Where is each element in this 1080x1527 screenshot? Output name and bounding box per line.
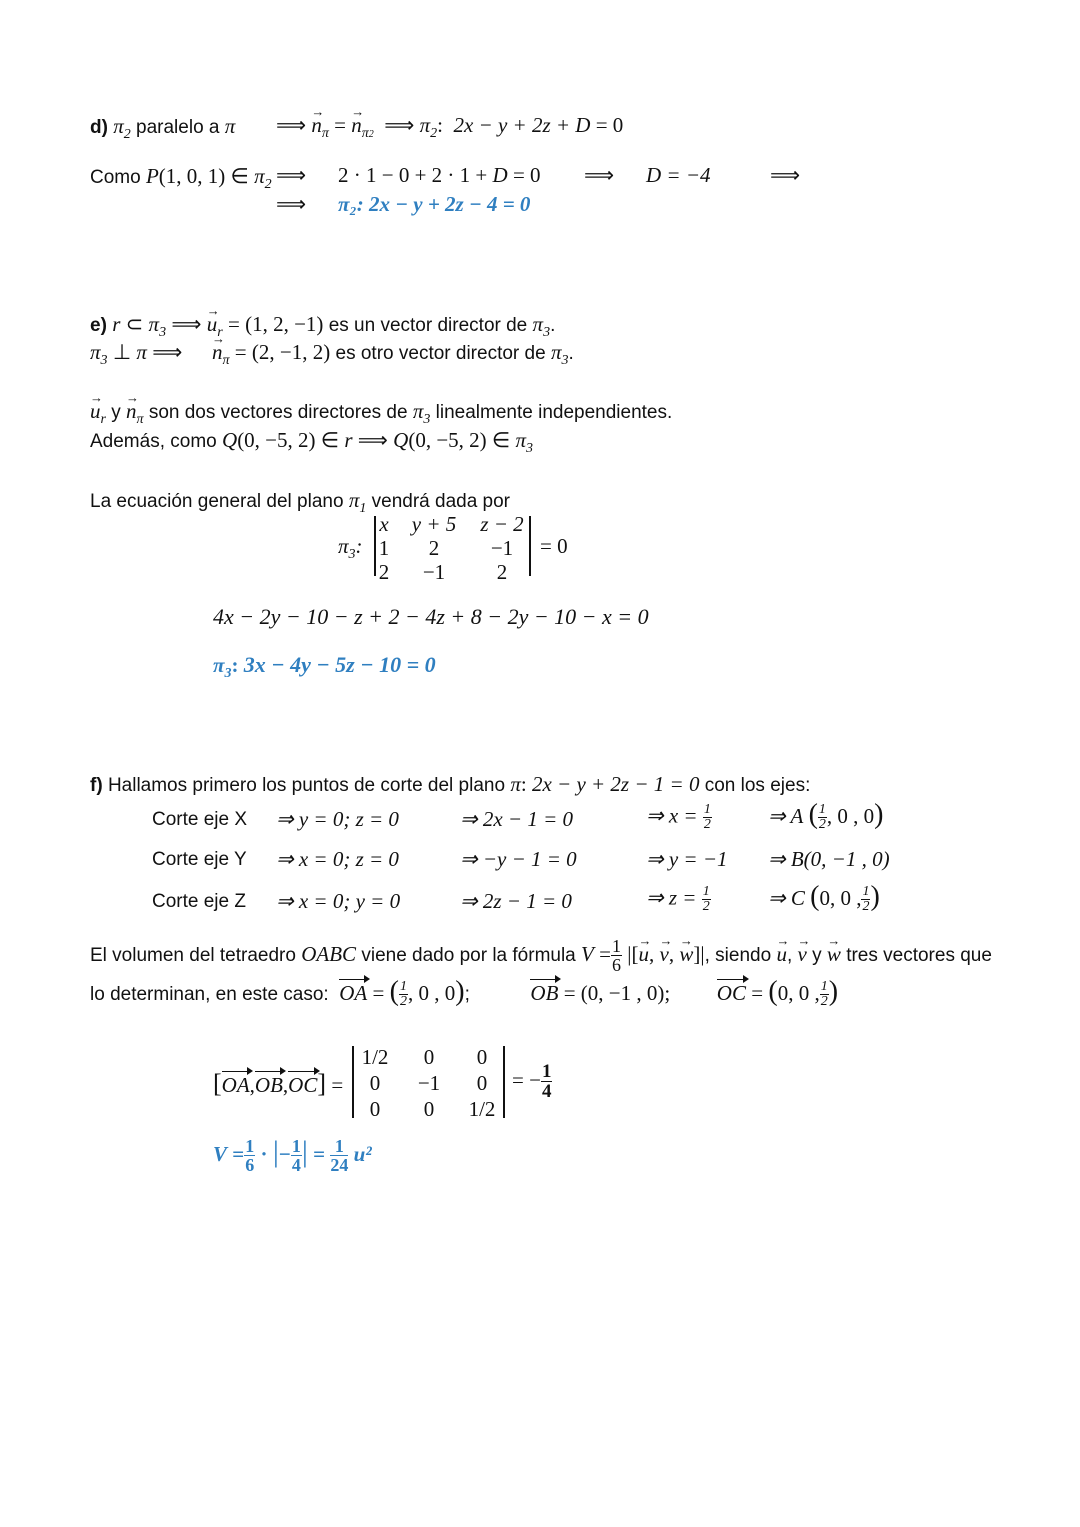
matrix-cell: 1/2 [468,1097,496,1121]
volume-unit: u² [353,1142,372,1166]
axis-x-label: Corte eje X [152,809,248,830]
determine-text: lo determinan, en este caso: [90,984,329,1005]
part-e-line-2-b: → $n_\pi = (2$, −1, 2) es otro vector director de $\pi_3$. [212,340,574,373]
axis-x-eq: ⇒ 2x − 1 = 0 [460,807,574,831]
part-e-result-line: $\pi_3$: 3x − 4y − 5z − 10 = 0 [213,652,436,681]
matrix-cell: z − 2 [480,512,524,536]
part-e-line-1: e) r ⊂ $\pi_3$ ⟹ → $u_r = (1$, 2, −1) es un vector director de $\pi_3$. [90,312,555,345]
axis-y-label: Corte eje Y [152,849,247,870]
matrix-cell: 0 [369,1097,381,1121]
part-e-line-5: La ecuación general del plano $\pi_1$ vendrá dada por [90,488,511,516]
part-d-line-2: Como P(1, 0, 1) ∈ $\pi_2$ [90,164,272,192]
axis-y-sol: ⇒ y = −1 [646,847,728,871]
matrix-cell: 1 [378,536,390,560]
part-d-D-value: D = −4 [646,163,711,187]
implies-arrow: ⟹ [276,192,307,216]
matrix-cell: −1 [490,536,514,560]
part-e-line-3: → $u_r$ $y \to n_\pi$ son dos vectores directores de $\pi_3$ linealmente independientes. [90,399,672,432]
matrix-cell: 2 [428,536,440,560]
volume-mid: viene dado por la fórmula [361,945,576,966]
matrix-cell: −1 [417,1071,441,1095]
part-e-expansion: 4x − 2y − 10 − z + 2 − 4z + 8 − 2y − 10 − x = 0 [213,604,649,629]
part-e-line-2: $\pi_3$ ⊥ π ⟹ [90,340,183,368]
matrix-cell: 0 [423,1045,435,1069]
part-d-result: π₂: 2x − y + 2z − 4 = 0 [338,192,531,216]
part-f-plane-eq: 2x − y + 2z − 1 = 0 [531,772,700,796]
part-d-line1-text: paralelo a [136,117,220,138]
axis-y-cond: ⇒ x = 0; z = 0 [276,847,399,871]
matrix-cell: 0 [476,1045,488,1069]
part-e-line5-text: La ecuación general del plano [90,491,344,512]
part-f-intro-tail: con los ejes: [704,775,811,796]
axis-z-point-text: ⇒ C [768,886,805,910]
axis-x-point: ⇒ A ( $\frac{1}{2}$ , 0 , 0) [768,799,884,833]
axis-x-cond: ⇒ y = 0; z = 0 [276,807,399,831]
part-f-triple-product: [OA,OB,OC] = [213,1069,344,1098]
matrix-cell: 0 [423,1097,435,1121]
matrix-cell: 1/2 [361,1045,389,1069]
part-d-normal-equality: ⟹ → $n_\pi$ = → $n_{\pi 2}$ ⟹ $\pi_2$: 2x − y + 2z + D = 0 [276,113,623,147]
axis-z-label: Corte eje Z [152,891,246,912]
part-e-line3-tail: son dos vectores directores de [148,402,408,423]
part-e-det-label: $\pi_3$: [338,534,363,562]
matrix-cell: 2 [378,560,390,584]
axis-z-point: ⇒ C (0, 0 , $\frac{1}{2}$ ) [768,881,880,915]
part-e-result: 3x − 4y − 5z − 10 = 0 [243,652,436,677]
axis-x-point-text: ⇒ A [768,804,804,828]
part-d-label: d) [90,117,108,138]
axis-y-point: ⇒ B(0, −1 , 0) [768,847,890,871]
matrix-cell: y + 5 [411,512,457,536]
part-d-line-1: d) $\pi_2$ paralelo a π [90,114,236,142]
part-d-line2-text: Como [90,167,141,188]
part-d-substitution: 2 · 1 − 0 + 2 · 1 + D = 0 [338,163,541,187]
matrix-cell: 2 [496,560,508,584]
part-f-determine-line: lo determinan, en este caso: OA = ( $\frac{1}{2}$ , 0 , 0); OB = (0, −1 , 0); OC = (0, 0 , $\frac{1}{2}$ ) [90,976,839,1010]
axis-z-sol: ⇒ z = $\frac{1}{2}$ [646,884,710,914]
axis-z-sol-text: ⇒ z = [646,885,697,910]
part-e-line4-text: Además, como [90,431,217,452]
part-f-intro: f) Hallamos primero los puntos de corte del plano π: 2x − y + 2z − 1 = 0 con los ejes: [90,772,811,796]
part-e-line2-tail: es otro vector director de [335,343,546,364]
implies-arrow: ⟹ [276,163,307,187]
axis-z-eq: ⇒ 2z − 1 = 0 [460,889,572,913]
part-e-line3-mid: y [111,402,121,423]
part-f-volume-line: El volumen del tetraedro OABC viene dado por la fórmula V = $\frac{1}{6}$ |[→ u, → v, → w]|, siendo → u, → v y → w tres vectores que [90,934,992,976]
axis-z-cond: ⇒ x = 0; y = 0 [276,889,401,913]
det-result: = − $\frac{1}{4}$ [512,1061,552,1103]
det-result-sign: − [529,1068,541,1092]
matrix-cell: 0 [476,1071,488,1095]
volume-end: tres vectores que [846,945,992,966]
det-equals-zero: = 0 [540,534,568,558]
part-e-line-4: Además, como Q(0, −5, 2) ∈ r ⟹ Q(0, −5, 2) ∈ $\pi_3$ [90,428,533,456]
axis-y-eq: ⇒ −y − 1 = 0 [460,847,577,871]
part-e-label: e) [90,315,107,336]
part-f-volume-result: V = $\frac{1}{6}$ · |− $\frac{1}{4}$ | = $\frac{1}{24}$ u² [213,1135,372,1176]
matrix-cell: −1 [422,560,446,584]
implies-arrow: ⟹ [770,163,801,187]
axis-x-sol: ⇒ x = $\frac{1}{2}$ [646,802,711,832]
part-e-line5-tail: vendrá dada por [371,491,511,512]
matrix-cell: x [379,512,389,536]
volume-text: El volumen del tetraedro [90,945,296,966]
volume-tail: siendo [715,945,772,966]
part-f-intro-text: Hallamos primero los puntos de corte del plano [107,775,506,796]
part-f-label: f) [90,775,103,796]
axis-x-sol-text: ⇒ x = [646,803,698,828]
part-e-line1-tail: es un vector director de [328,315,528,336]
matrix-cell: 0 [369,1071,381,1095]
part-e-line3-end: linealmente independientes. [435,402,673,423]
implies-arrow: ⟹ [584,163,615,187]
